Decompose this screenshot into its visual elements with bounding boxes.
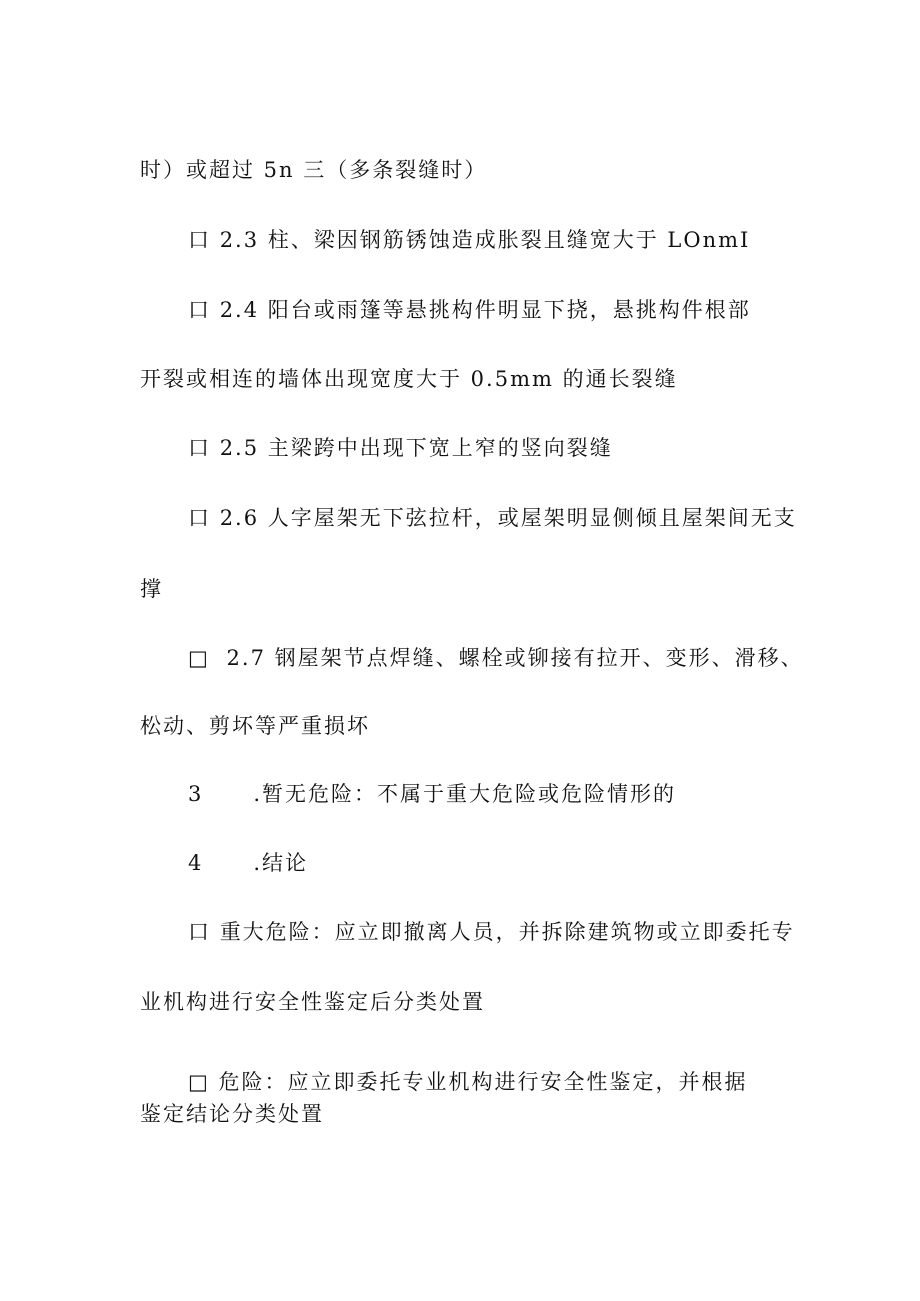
section-4: [188, 849, 308, 877]
line-text: 撑: [140, 577, 163, 601]
item-text: 2.5 主梁跨中出现下宽上窄的竖向裂缝: [219, 436, 613, 460]
text-line-continuation: [140, 988, 485, 1016]
conclusion-option-major: [188, 918, 795, 946]
item-2-5: [188, 434, 613, 462]
item-2-3: [188, 226, 750, 254]
option-text: 重大危险：应立即撤离人员，并拆除建筑物或立即委托专: [219, 920, 795, 944]
item-text: 2.7 钢屋架节点焊缝、螺栓或铆接有拉开、变形、滑移、: [226, 646, 804, 670]
conclusion-option-danger: [188, 1068, 748, 1096]
checkbox-icon[interactable]: 口: [188, 298, 211, 322]
item-text: 2.3 柱、梁因钢筋锈蚀造成胀裂且缝宽大于 LOnmI: [219, 228, 751, 252]
line-text: 时）或超过 5n 三（多条裂缝时）: [140, 158, 488, 182]
line-text: 业机构进行安全性鉴定后分类处置: [140, 990, 485, 1014]
line-text: 开裂或相连的墙体出现宽度大于 0.5mm 的通长裂缝: [140, 367, 678, 391]
item-text: 2.4 阳台或雨篷等悬挑构件明显下挠，悬挑构件根部: [219, 298, 751, 322]
section-text: .结论: [253, 851, 309, 875]
section-number: 4: [188, 851, 204, 875]
text-line-continuation: [140, 365, 678, 393]
item-2-4: [188, 296, 751, 324]
checkbox-icon[interactable]: 口: [188, 506, 211, 530]
item-2-6: [188, 504, 797, 532]
checkbox-icon[interactable]: 口: [188, 228, 211, 252]
checkbox-icon[interactable]: □: [188, 1070, 210, 1094]
line-text: 鉴定结论分类处置: [140, 1102, 324, 1126]
text-line-1: [140, 156, 487, 184]
checkbox-icon[interactable]: 口: [188, 920, 211, 944]
section-3: [188, 780, 676, 808]
item-text: 2.6 人字屋架无下弦拉杆，或屋架明显侧倾且屋架间无支: [219, 506, 797, 530]
text-line-continuation: [140, 575, 163, 603]
section-number: 3: [188, 782, 204, 806]
option-text: 危险：应立即委托专业机构进行安全性鉴定，并根据: [218, 1070, 748, 1094]
section-text: .暂无危险：不属于重大危险或危险情形的: [253, 782, 677, 806]
item-2-7: [188, 644, 804, 672]
checkbox-icon[interactable]: □: [188, 646, 210, 670]
text-line-continuation: [140, 1100, 324, 1128]
line-text: 松动、剪坏等严重损坏: [140, 714, 370, 738]
text-line-continuation: [140, 712, 370, 740]
checkbox-icon[interactable]: 口: [188, 436, 211, 460]
